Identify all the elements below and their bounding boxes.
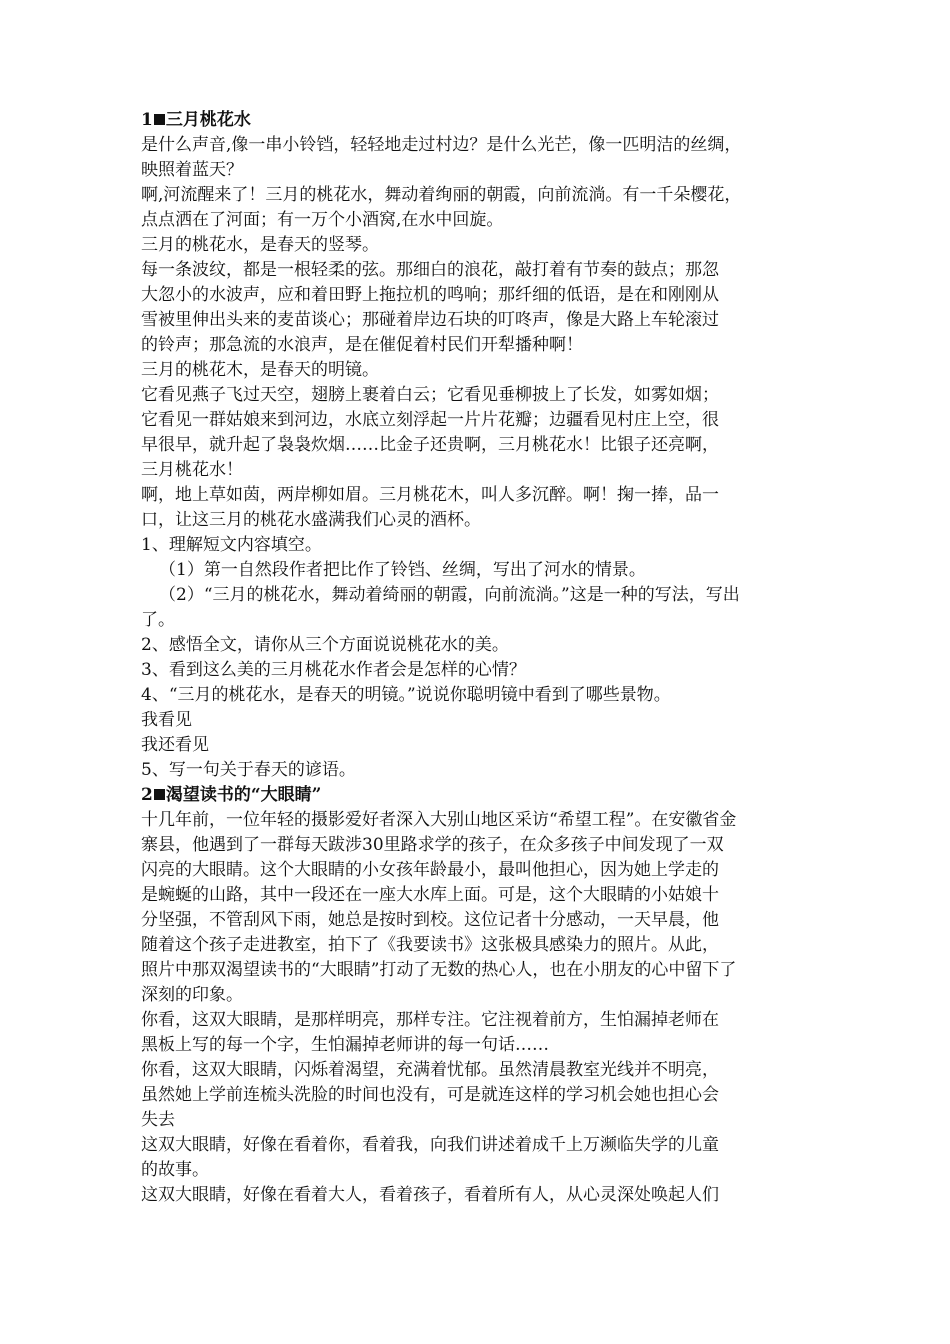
text-line: 黑板上写的每一个字，生怕漏掉老师讲的每一句话…… xyxy=(141,1035,549,1055)
question-1-part-1: （1）第一自然段作者把比作了铃铛、丝绸，写出了河水的情景。 xyxy=(159,560,646,580)
text-line: 这双大眼睛，好像在看着你，看着我，向我们讲述着成千上万濒临失学的儿童 xyxy=(141,1135,719,1155)
text-line: 失去 xyxy=(141,1110,175,1130)
text-line: 你看，这双大眼睛，是那样明亮，那样专注。它注视着前方，生怕漏掉老师在 xyxy=(141,1010,719,1030)
text-line: 三月的桃花木，是春天的明镜。 xyxy=(141,360,379,380)
question-5: 5、写一句关于春天的谚语。 xyxy=(141,760,356,780)
text-line: 闪亮的大眼睛。这个大眼睛的小女孩年龄最小，最叫他担心，因为她上学走的 xyxy=(141,860,719,880)
section-2-title: 渴望读书的“大眼睛” xyxy=(165,785,322,805)
text-line: 三月的桃花水，是春天的竖琴。 xyxy=(141,235,379,255)
text-line: 随着这个孩子走进教室，拍下了《我要读书》这张极具感染力的照片。从此， xyxy=(141,935,719,955)
question-3: 3、看到这么美的三月桃花水作者会是怎样的心情？ xyxy=(141,660,526,680)
answer-line-1: 我看见 xyxy=(141,710,192,730)
black-square-icon xyxy=(154,114,165,125)
text-line: 是蜿蜒的山路，其中一段还在一座大水库上面。可是，这个大眼睛的小姑娘十 xyxy=(141,885,719,905)
section-1-title: 三月桃花水 xyxy=(165,110,251,130)
question-2: 2、感悟全文，请你从三个方面说说桃花水的美。 xyxy=(141,635,509,655)
text-line: 十几年前，一位年轻的摄影爱好者深入大别山地区采访“希望工程”。在安徽省金 xyxy=(141,810,737,830)
black-square-icon xyxy=(154,789,165,800)
section-1-text xyxy=(141,133,821,533)
text-line: 口，让这三月的桃花水盛满我们心灵的酒杯。 xyxy=(141,510,481,530)
text-line: 每一条波纹，都是一根轻柔的弦。那细白的浪花，敲打着有节奏的鼓点；那忽 xyxy=(141,260,719,280)
text-line: 雪被里伸出头来的麦苗谈心；那碰着岸边石块的叮咚声，像是大路上车轮滚过 xyxy=(141,310,719,330)
text-line: 寨县，他遇到了一群每天跋涉30里路求学的孩子，在众多孩子中间发现了一双 xyxy=(141,835,724,855)
text-line: 你看，这双大眼睛，闪烁着渴望，充满着忧郁。虽然清晨教室光线并不明亮， xyxy=(141,1060,719,1080)
text-line: 分坚强，不管刮风下雨，她总是按时到校。这位记者十分感动，一天早晨，他 xyxy=(141,910,719,930)
document-body xyxy=(141,108,821,1208)
section-2-number: 2 xyxy=(141,785,153,805)
section-1-heading xyxy=(141,108,821,133)
section-2-text xyxy=(141,808,821,1208)
text-line: 照片中那双渴望读书的“大眼睛”打动了无数的热心人，也在小朋友的心中留下了 xyxy=(141,960,737,980)
section-2-heading xyxy=(141,783,821,808)
question-1-part-2: （2）“三月的桃花水，舞动着绮丽的朝霞，向前流淌。”这是一种的写法，写出 xyxy=(159,585,740,605)
question-4: 4、“三月的桃花水，是春天的明镜。”说说你聪明镜中看到了哪些景物。 xyxy=(141,685,671,705)
text-line: 啊，地上草如茵，两岸柳如眉。三月桃花木，叫人多沉醉。啊！掬一捧，品一 xyxy=(141,485,719,505)
section-1-questions xyxy=(141,533,821,783)
text-line: 点点洒在了河面；有一万个小酒窝,在水中回旋。 xyxy=(141,210,504,230)
section-1-number: 1 xyxy=(141,110,153,130)
text-line: 它看见一群姑娘来到河边，水底立刻浮起一片片花瓣；边疆看见村庄上空，很 xyxy=(141,410,719,430)
text-line: 早很早，就升起了袅袅炊烟……比金子还贵啊，三月桃花水！比银子还亮啊， xyxy=(141,435,719,455)
text-line: 大忽小的水波声，应和着田野上拖拉机的鸣响；那纤细的低语，是在和刚刚从 xyxy=(141,285,719,305)
text-line: 这双大眼睛，好像在看着大人，看着孩子，看着所有人，从心灵深处唤起人们 xyxy=(141,1185,719,1205)
question-1-part-2-continued: 了。 xyxy=(141,610,175,630)
text-line: 的铃声；那急流的水浪声，是在催促着村民们开犁播种啊！ xyxy=(141,335,583,355)
text-line: 深刻的印象。 xyxy=(141,985,243,1005)
text-line: 它看见燕子飞过天空，翅膀上裹着白云；它看见垂柳披上了长发，如雾如烟； xyxy=(141,385,719,405)
text-line: 是什么声音,像一串小铃铛，轻轻地走过村边？是什么光芒，像一匹明洁的丝绸， xyxy=(141,135,742,155)
text-line: 映照着蓝天？ xyxy=(141,160,243,180)
answer-line-2: 我还看见 xyxy=(141,735,209,755)
question-1: 1、理解短文内容填空。 xyxy=(141,535,322,555)
text-line: 的故事。 xyxy=(141,1160,209,1180)
text-line: 虽然她上学前连梳头洗脸的时间也没有，可是就连这样的学习机会她也担心会 xyxy=(141,1085,719,1105)
text-line: 啊,河流醒来了！三月的桃花水，舞动着绚丽的朝霞，向前流淌。有一千朵樱花， xyxy=(141,185,742,205)
text-line: 三月桃花水！ xyxy=(141,460,243,480)
